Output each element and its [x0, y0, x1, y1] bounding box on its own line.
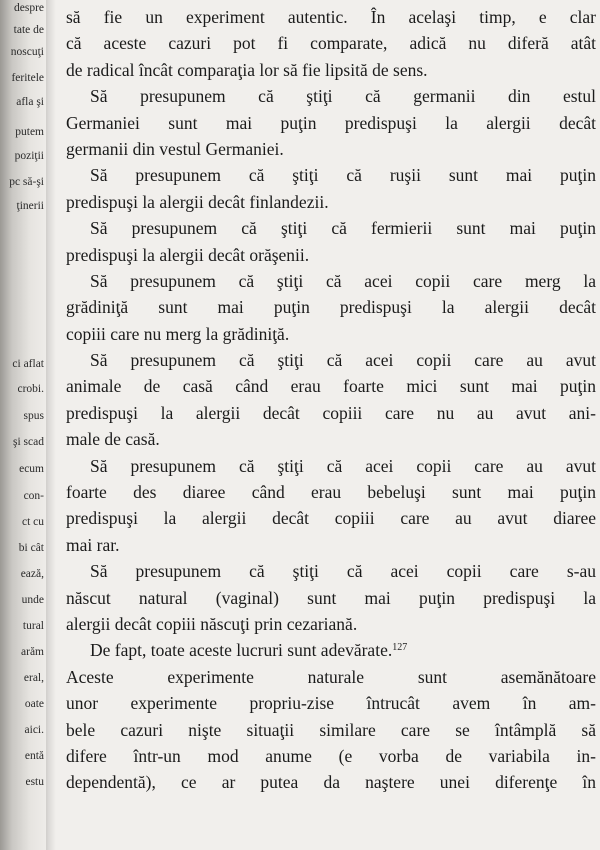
text-line	[66, 215, 596, 241]
text-line	[66, 453, 596, 479]
margin-fragment: estu	[25, 776, 44, 788]
text-line-content: să fie un experiment autentic. În acelaşi timp, e clar	[66, 7, 596, 27]
margin-fragment: ează,	[20, 568, 44, 580]
text-line	[66, 505, 596, 531]
margin-fragment: feritele	[11, 72, 44, 84]
text-line	[66, 664, 596, 690]
text-line-content: Să presupunem că ştiţi că germanii din estul	[90, 86, 596, 107]
text-line	[66, 769, 596, 795]
text-line-content: Să presupunem că ştiţi că acei copii care s-au	[90, 561, 596, 582]
text-line	[66, 294, 596, 320]
text-line	[66, 743, 596, 769]
margin-fragment: ci aflat	[12, 358, 44, 370]
text-line-content: foarte des diaree când erau bebeluşi sunt mai puţin	[66, 482, 596, 503]
text-line	[66, 690, 596, 716]
text-line	[66, 110, 596, 136]
margin-fragment: ct cu	[21, 516, 44, 528]
text-line-content: bele cazuri nişte situaţii similare care se întâmplă să	[66, 719, 596, 740]
text-line-content: alergii decât copiii născuţi prin cezariană.	[66, 613, 358, 634]
text-line-content: predispuşi la alergii decât finlandezii.	[66, 191, 329, 212]
margin-fragment: oate	[24, 698, 44, 710]
text-line	[66, 57, 596, 83]
margin-fragment: bi cât	[18, 542, 44, 554]
margin-fragment: unde	[21, 594, 44, 606]
text-line-content: Să presupunem că ştiţi că acei copii care au avut	[90, 350, 596, 371]
margin-fragment: crobi.	[17, 383, 44, 395]
text-line-content: predispuşi la alergii decât copiii care nu au avut ani-	[66, 402, 596, 423]
text-line-content: Să presupunem că ştiţi că fermierii sunt mai puţin	[90, 218, 596, 239]
text-line	[66, 321, 596, 347]
margin-fragment: ţinerii	[16, 200, 44, 212]
text-line	[66, 532, 596, 558]
text-line-content: de radical încât comparaţia lor să fie lipsită de sens.	[66, 59, 428, 80]
text-line-content: Aceste experimente naturale sunt asemănătoare	[66, 666, 596, 687]
text-line	[66, 136, 596, 162]
margin-fragment: şi scad	[13, 436, 44, 448]
text-line	[66, 400, 596, 426]
margin-fragment: entă	[24, 750, 44, 762]
text-line-content: germanii din vestul Germaniei.	[66, 138, 284, 159]
text-line	[66, 242, 596, 268]
text-line	[66, 268, 596, 294]
margin-fragment: afla şi	[16, 96, 44, 108]
text-line	[66, 637, 596, 663]
text-line-content: grădiniţă sunt mai puţin predispuşi la alergii decât	[66, 297, 596, 318]
text-line-content: copiii care nu merg la grădiniţă.	[66, 323, 290, 344]
text-line	[66, 4, 596, 30]
margin-fragment: tate de	[13, 24, 44, 36]
margin-fragment: noscuţi	[10, 46, 44, 58]
text-line	[66, 83, 596, 109]
margin-fragment: arăm	[21, 646, 44, 658]
text-line-content: Să presupunem că ştiţi că acei copii care merg la	[90, 270, 596, 291]
footnote-marker[interactable]: 127	[392, 642, 408, 654]
text-line-content: Germaniei sunt mai puţin predispuşi la alergii decât	[66, 112, 596, 133]
margin-fragment: ecum	[19, 463, 44, 475]
text-line	[66, 611, 596, 637]
margin-fragment: eral,	[23, 672, 44, 684]
text-line-content: Să presupunem că ştiţi că ruşii sunt mai puţin	[90, 165, 596, 186]
text-line	[66, 347, 596, 373]
page-body-text	[66, 4, 596, 796]
text-line-content: dependentă), ce ar putea da naştere unei diferenţe în	[66, 772, 596, 793]
text-line	[66, 717, 596, 743]
text-line	[66, 373, 596, 399]
text-line	[66, 426, 596, 452]
margin-fragment: despre	[13, 2, 44, 14]
text-line	[66, 30, 596, 56]
margin-fragment: tural	[22, 620, 44, 632]
text-line	[66, 585, 596, 611]
margin-fragment: aici.	[24, 724, 44, 736]
text-line-content: mai rar.	[66, 534, 120, 555]
text-line	[66, 162, 596, 188]
margin-fragment: spus	[23, 410, 44, 422]
page-fold-shadow	[46, 0, 56, 850]
margin-fragment: putem	[15, 126, 44, 138]
text-line	[66, 189, 596, 215]
text-line-content: male de casă.	[66, 429, 160, 450]
margin-fragment: poziţii	[14, 150, 44, 162]
text-line-content: predispuşi la alergii decât copiii care au avut diaree	[66, 508, 596, 529]
text-line-content: că aceste cazuri pot fi comparate, adică nu diferă atât	[66, 33, 596, 54]
text-line-content: De fapt, toate aceste lucruri sunt adevărate.	[90, 640, 393, 661]
text-line-content: Să presupunem că ştiţi că acei copii care au avut	[90, 455, 596, 476]
text-line	[66, 558, 596, 584]
text-line-content: animale de casă când erau foarte mici sunt mai puţin	[66, 376, 596, 397]
text-line-content: unor experimente propriu-zise întrucât avem în am-	[66, 693, 596, 714]
text-line-content: născut natural (vaginal) sunt mai puţin predispuşi la	[66, 587, 596, 608]
text-line	[66, 479, 596, 505]
text-line-content: predispuşi la alergii decât orăşenii.	[66, 244, 310, 265]
margin-fragment: pc să-şi	[9, 176, 44, 188]
text-line-content: difere într-un mod anume (e vorba de variabila in-	[66, 745, 596, 766]
margin-fragment: con-	[23, 490, 44, 502]
